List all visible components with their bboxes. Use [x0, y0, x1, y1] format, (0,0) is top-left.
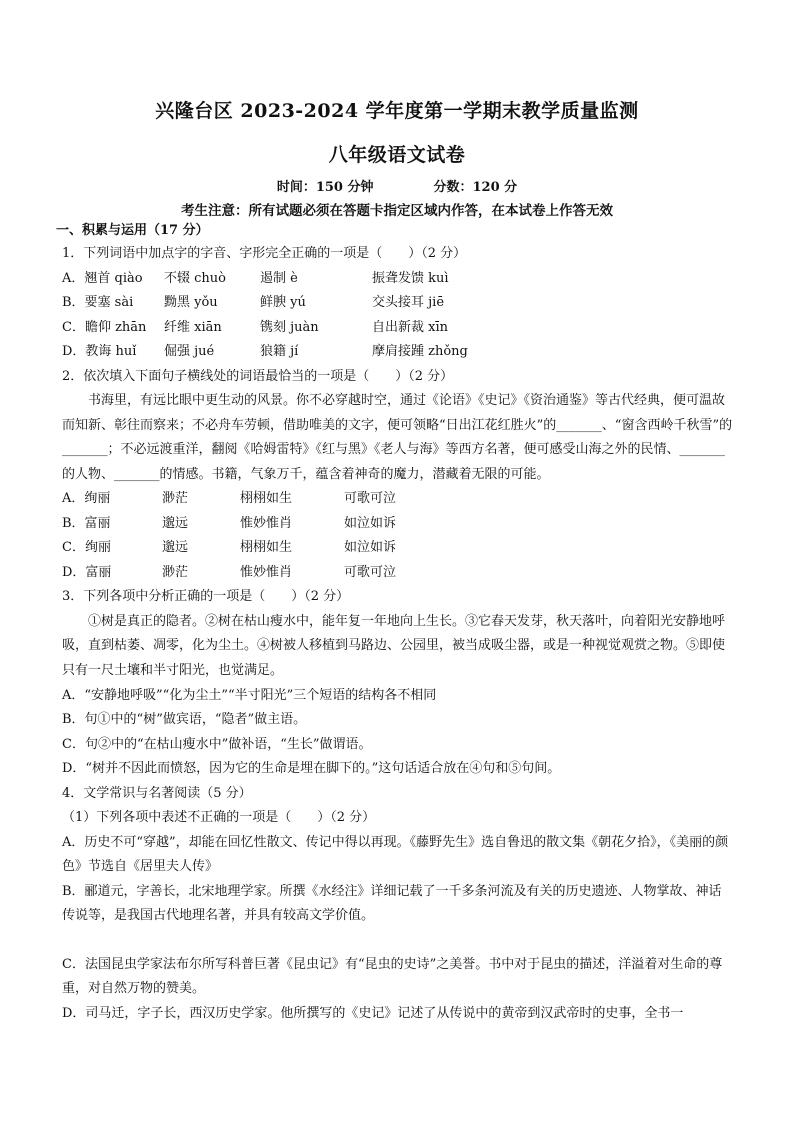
question-1-option-b — [62, 291, 734, 316]
exam-subtitle: 八年级语文试卷 — [328, 144, 466, 166]
question-1-option-d — [62, 340, 734, 365]
exam-title: 兴隆台区 2023-2024 学年度第一学期末教学质量监测 — [155, 100, 639, 122]
option-text: 纤维 xiān — [164, 319, 222, 335]
option-text: B．富丽 — [62, 515, 111, 531]
option-text: B．要塞 sài — [62, 295, 134, 310]
question-3-stem: 3．下列各项中分析正确的一项是（ ）（2 分） — [62, 589, 350, 604]
question-2-option-c — [62, 536, 734, 561]
question-2-passage: 书海里，有远比眼中更生动的风景。你不必穿越时空，通过《论语》《史记》《资治通鉴》等古代经典，便可温故而知新、彰往而察来；不必舟车劳顿，借助唯美的文字，便可领略“日出江花红胜火”的_______、“窗含西岭千秋雪”的_______；不必远渡重洋，翻阅《哈姆雷特》《红与黑》《老人与海》等西方名著，便可感受山海之外的民情、_______的人物、_______的情感。书籍，气象万千，蕴含着神奇的魔力，潜藏着无限的可能。 — [62, 393, 733, 482]
question-2-option-b — [62, 512, 734, 537]
option-text: 摩肩接踵 zhǒng — [372, 344, 468, 359]
section-title: 一、积累与运用（17 分） — [56, 223, 209, 238]
option-text: 栩栩如生 — [240, 491, 293, 506]
question-4-option-c: C．法国昆虫学家法布尔所写科普巨著《昆虫记》有“昆虫的史诗”之美誉。书中对于昆虫的描述，洋溢着对生命的尊重，对自然万物的赞美。 — [62, 956, 723, 996]
exam-notice: 考生注意：所有试题必须在答题卡指定区域内作答，在本试卷上作答无效 — [181, 203, 613, 219]
option-text: A．绚丽 — [62, 491, 111, 506]
option-text: 惟妙惟肖 — [240, 564, 293, 580]
question-3-option-a: A．“安静地呼吸”“化为尘土”“半寸阳光”三个短语的结构各不相同 — [62, 687, 437, 703]
option-text: D．富丽 — [62, 564, 112, 580]
question-3-option-b: B．句①中的“树”做宾语，“隐者”做主语。 — [62, 712, 307, 727]
option-text: 交头接耳 jiē — [372, 295, 445, 310]
option-text: 可歌可泣 — [344, 564, 397, 580]
question-3-passage: ①树是真正的隐者。②树在枯山瘦水中，能年复一年地向上生长。③它春天发芽，秋天落叶，向着阳光安静地呼吸，直到枯萎、凋零，化为尘土。④树被人移植到马路边、公园里，被当成吸尘器，或是一种视觉观赏之物。⑤即使只有一尺土壤和半寸阳光，也觉满足。 — [62, 613, 726, 678]
option-text: 鲜腴 yú — [260, 295, 306, 310]
question-2-option-a — [62, 487, 734, 512]
option-text: C．瞻仰 zhān — [62, 319, 147, 335]
option-text: 如泣如诉 — [344, 540, 397, 555]
option-text: 黝黑 yǒu — [164, 295, 218, 310]
option-text: 自出新裁 xīn — [372, 319, 448, 335]
question-4-option-b: B．郦道元，字善长，北宋地理学家。所撰《水经注》详细记载了一千多条河流及有关的历史遗迹、人物掌故、神话传说等，是我国古代地理名著，并具有较高文学价值。 — [62, 883, 722, 923]
exam-time: 时间：150 分钟 — [276, 180, 374, 195]
option-text: D．教诲 huǐ — [62, 344, 137, 359]
question-2-stem: 2．依次填入下面句子横线处的词语最恰当的一项是（ ）（2 分） — [62, 368, 454, 384]
option-text: A．翘首 qiào — [62, 270, 143, 286]
option-text: 遏制 è — [260, 270, 298, 286]
question-3-option-c: C．句②中的“在枯山瘦水中”做补语，“生长”做谓语。 — [62, 736, 372, 752]
question-4-sub-1: （1）下列各项中表述不正确的一项是（ ）（2 分） — [62, 810, 376, 825]
option-text: 惟妙惟肖 — [240, 515, 293, 531]
exam-body — [56, 220, 734, 1026]
option-text: 渺茫 — [162, 564, 189, 580]
option-text: 如泣如诉 — [344, 515, 397, 531]
question-4-option-a: A．历史不可“穿越”，却能在回忆性散文、传记中得以再现。《藤野先生》选自鲁迅的散文集《朝花夕拾》，《美丽的颜色》节选自《居里夫人传》 — [62, 834, 729, 874]
option-text: 可歌可泣 — [344, 491, 397, 506]
question-1-stem: 1．下列词语中加点字的字音、字形完全正确的一项是（ ）（2 分） — [62, 246, 467, 261]
exam-score: 分数：120 分 — [433, 180, 518, 195]
option-text: 邈远 — [162, 515, 189, 531]
option-text: 渺茫 — [162, 491, 189, 506]
option-text: 邈远 — [162, 540, 189, 555]
option-text: 镌刻 juàn — [260, 319, 319, 335]
question-1-option-a — [62, 267, 734, 292]
question-4-option-d: D．司马迁，字子长，西汉历史学家。他所撰写的《史记》记述了从传说中的黄帝到汉武帝时的史事，全书一 — [62, 1005, 684, 1021]
option-text: 狼籍 jí — [260, 344, 299, 359]
option-text: 振聋发馈 kuì — [372, 270, 449, 286]
option-text: C．绚丽 — [62, 540, 111, 555]
option-text: 倔强 jué — [164, 344, 215, 359]
question-3-option-d: D．“树并不因此而愤怒，因为它的生命是埋在脚下的。”这句话适合放在④句和⑤句间。 — [62, 761, 561, 776]
exam-meta — [0, 176, 794, 195]
option-text: 栩栩如生 — [240, 540, 293, 555]
question-1-option-c — [62, 316, 734, 341]
question-2-option-d — [62, 561, 734, 586]
option-text: 不辍 chuò — [164, 270, 226, 286]
question-4-stem: 4．文学常识与名著阅读（5 分） — [62, 785, 252, 801]
